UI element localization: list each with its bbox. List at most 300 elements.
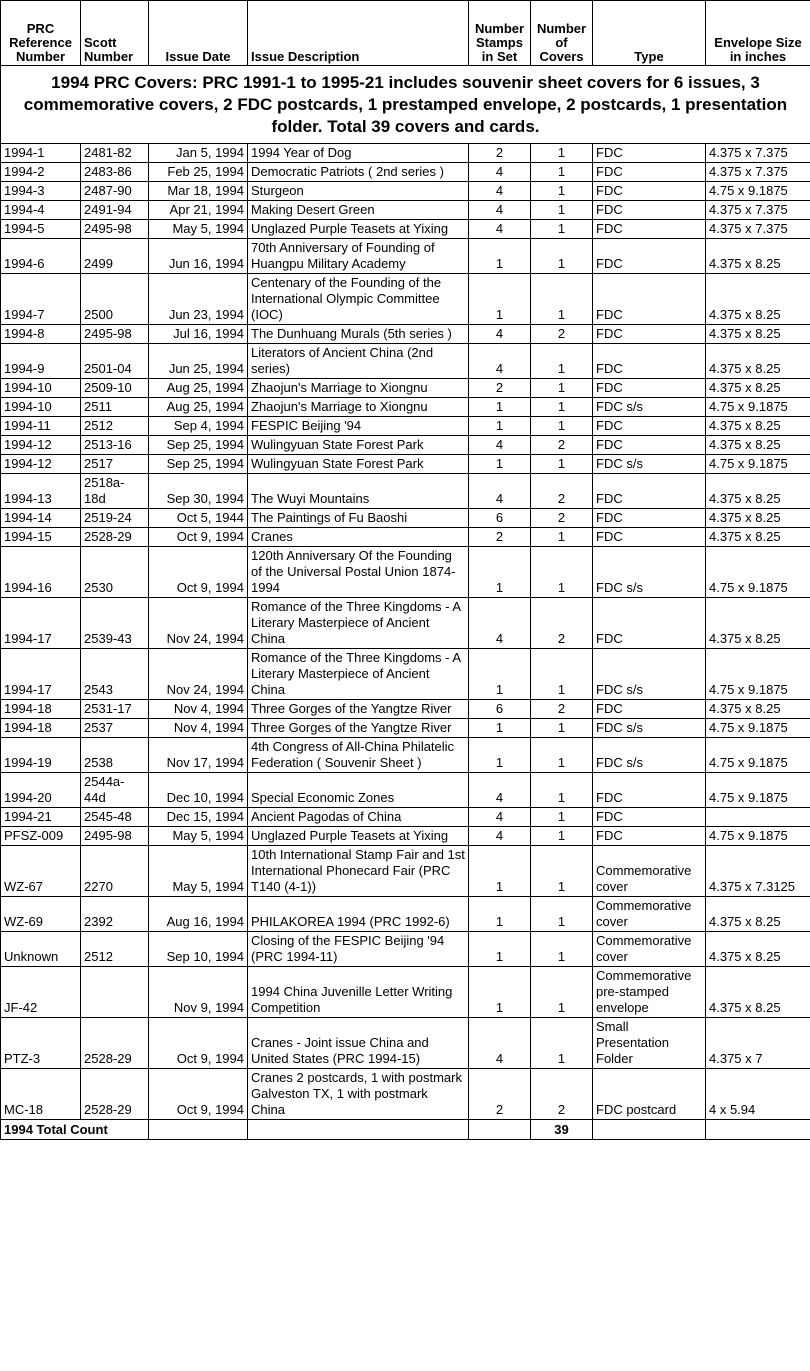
table-row bbox=[1, 827, 810, 846]
cell-size: 4.375 x 8.25 bbox=[706, 598, 810, 649]
cell-ref: WZ-69 bbox=[1, 897, 81, 932]
cell-desc: Three Gorges of the Yangtze River bbox=[248, 700, 469, 719]
cell-date: Oct 9, 1994 bbox=[149, 1018, 248, 1069]
cell-date: Dec 10, 1994 bbox=[149, 773, 248, 808]
cell-desc: 120th Anniversary Of the Founding of the Universal Postal Union 1874-1994 bbox=[248, 547, 469, 598]
cell-covers: 2 bbox=[531, 509, 593, 528]
cell-type: FDC bbox=[593, 239, 706, 274]
table-row bbox=[1, 509, 810, 528]
cell-date: Dec 15, 1994 bbox=[149, 808, 248, 827]
table-row bbox=[1, 649, 810, 700]
table-row bbox=[1, 274, 810, 325]
cell-ref: 1994-7 bbox=[1, 274, 81, 325]
cell-stamps: 4 bbox=[469, 201, 531, 220]
cell-size: 4.75 x 9.1875 bbox=[706, 455, 810, 474]
cell-ref: PFSZ-009 bbox=[1, 827, 81, 846]
cell-size: 4.375 x 8.25 bbox=[706, 239, 810, 274]
cell-covers: 1 bbox=[531, 649, 593, 700]
cell-date: Aug 25, 1994 bbox=[149, 379, 248, 398]
cell-stamps: 4 bbox=[469, 827, 531, 846]
cell-ref: 1994-15 bbox=[1, 528, 81, 547]
cell-scott: 2543 bbox=[81, 649, 149, 700]
cell-date: Nov 17, 1994 bbox=[149, 738, 248, 773]
cell-type: Commemorative cover bbox=[593, 932, 706, 967]
cell-type: FDC bbox=[593, 163, 706, 182]
cell-desc: Unglazed Purple Teasets at Yixing bbox=[248, 220, 469, 239]
cell-ref: 1994-10 bbox=[1, 379, 81, 398]
cell-size: 4.375 x 8.25 bbox=[706, 509, 810, 528]
cell-type: FDC bbox=[593, 201, 706, 220]
cell-date: Sep 4, 1994 bbox=[149, 417, 248, 436]
cell-ref: WZ-67 bbox=[1, 846, 81, 897]
cell-covers: 1 bbox=[531, 827, 593, 846]
total-empty-cell bbox=[248, 1120, 469, 1140]
cell-date: Nov 24, 1994 bbox=[149, 598, 248, 649]
cell-scott: 2481-82 bbox=[81, 144, 149, 163]
cell-size: 4.75 x 9.1875 bbox=[706, 719, 810, 738]
cell-desc: Democratic Patriots ( 2nd series ) bbox=[248, 163, 469, 182]
cell-desc: The Wuyi Mountains bbox=[248, 474, 469, 509]
header-stamps: Number Stamps in Set bbox=[469, 1, 531, 66]
cell-type: FDC bbox=[593, 827, 706, 846]
cell-stamps: 4 bbox=[469, 220, 531, 239]
cell-covers: 1 bbox=[531, 897, 593, 932]
cell-stamps: 1 bbox=[469, 932, 531, 967]
cell-type: FDC bbox=[593, 182, 706, 201]
cell-desc: Zhaojun's Marriage to Xiongnu bbox=[248, 398, 469, 417]
cell-scott: 2539-43 bbox=[81, 598, 149, 649]
cell-desc: Ancient Pagodas of China bbox=[248, 808, 469, 827]
cell-desc: Special Economic Zones bbox=[248, 773, 469, 808]
cell-desc: Cranes - Joint issue China and United States (PRC 1994-15) bbox=[248, 1018, 469, 1069]
cell-stamps: 1 bbox=[469, 649, 531, 700]
cell-desc: 10th International Stamp Fair and 1st International Phonecard Fair (PRC T140 (4-1)) bbox=[248, 846, 469, 897]
cell-covers: 1 bbox=[531, 201, 593, 220]
table-row bbox=[1, 808, 810, 827]
cell-size: 4.375 x 8.25 bbox=[706, 436, 810, 455]
cell-scott: 2487-90 bbox=[81, 182, 149, 201]
cell-covers: 1 bbox=[531, 808, 593, 827]
cell-scott: 2544a-44d bbox=[81, 773, 149, 808]
header-desc: Issue Description bbox=[248, 1, 469, 66]
cell-ref: 1994-14 bbox=[1, 509, 81, 528]
cell-ref: 1994-20 bbox=[1, 773, 81, 808]
cell-size: 4.75 x 9.1875 bbox=[706, 182, 810, 201]
cell-type: FDC s/s bbox=[593, 455, 706, 474]
cell-ref: 1994-18 bbox=[1, 700, 81, 719]
cell-date: May 5, 1994 bbox=[149, 846, 248, 897]
cell-date: Jan 5, 1994 bbox=[149, 144, 248, 163]
total-row bbox=[1, 1120, 810, 1140]
cell-desc: Closing of the FESPIC Beijing '94 (PRC 1994-11) bbox=[248, 932, 469, 967]
cell-ref: 1994-19 bbox=[1, 738, 81, 773]
cell-size: 4.75 x 9.1875 bbox=[706, 649, 810, 700]
table-row bbox=[1, 182, 810, 201]
table-row bbox=[1, 932, 810, 967]
cell-type: FDC bbox=[593, 700, 706, 719]
page-title: 1994 PRC Covers: PRC 1991-1 to 1995-21 includes souvenir sheet covers for 6 issues, 3 commemorative covers, 2 FDC postcards, 1 prestamped envelope, 2 postcards, 1 presentation folder. Total 39 covers and cards. bbox=[1, 66, 810, 144]
cell-desc: Wulingyuan State Forest Park bbox=[248, 436, 469, 455]
table-row bbox=[1, 598, 810, 649]
total-empty-cell bbox=[593, 1120, 706, 1140]
cell-stamps: 1 bbox=[469, 398, 531, 417]
cell-date: Aug 25, 1994 bbox=[149, 398, 248, 417]
header-covers: Number of Covers bbox=[531, 1, 593, 66]
cell-stamps: 4 bbox=[469, 436, 531, 455]
cell-type: FDC s/s bbox=[593, 398, 706, 417]
table-row bbox=[1, 773, 810, 808]
cell-covers: 2 bbox=[531, 1069, 593, 1120]
cell-scott: 2500 bbox=[81, 274, 149, 325]
cell-type: Commemorative cover bbox=[593, 897, 706, 932]
cell-date: Oct 5, 1944 bbox=[149, 509, 248, 528]
cell-covers: 1 bbox=[531, 379, 593, 398]
cell-desc: Making Desert Green bbox=[248, 201, 469, 220]
cell-covers: 1 bbox=[531, 932, 593, 967]
table-row bbox=[1, 738, 810, 773]
cell-ref: 1994-17 bbox=[1, 598, 81, 649]
table-row bbox=[1, 547, 810, 598]
cell-ref: 1994-18 bbox=[1, 719, 81, 738]
cell-desc: Three Gorges of the Yangtze River bbox=[248, 719, 469, 738]
table-row bbox=[1, 897, 810, 932]
cell-covers: 1 bbox=[531, 163, 593, 182]
cell-scott: 2517 bbox=[81, 455, 149, 474]
cell-size bbox=[706, 808, 810, 827]
cell-covers: 1 bbox=[531, 144, 593, 163]
covers-table-body bbox=[1, 144, 810, 1120]
cell-desc: Centenary of the Founding of the International Olympic Committee (IOC) bbox=[248, 274, 469, 325]
table-row bbox=[1, 344, 810, 379]
header-type: Type bbox=[593, 1, 706, 66]
table-row bbox=[1, 474, 810, 509]
title-row bbox=[1, 66, 810, 144]
cell-ref: 1994-11 bbox=[1, 417, 81, 436]
cell-scott: 2495-98 bbox=[81, 827, 149, 846]
cell-desc: PHILAKOREA 1994 (PRC 1992-6) bbox=[248, 897, 469, 932]
cell-stamps: 4 bbox=[469, 474, 531, 509]
cell-stamps: 1 bbox=[469, 738, 531, 773]
cell-stamps: 2 bbox=[469, 379, 531, 398]
cell-type: FDC s/s bbox=[593, 547, 706, 598]
cell-scott: 2537 bbox=[81, 719, 149, 738]
cell-stamps: 2 bbox=[469, 144, 531, 163]
table-row bbox=[1, 1069, 810, 1120]
cell-ref: 1994-21 bbox=[1, 808, 81, 827]
cell-ref: 1994-8 bbox=[1, 325, 81, 344]
cell-size: 4.75 x 9.1875 bbox=[706, 827, 810, 846]
cell-scott: 2509-10 bbox=[81, 379, 149, 398]
cell-scott: 2499 bbox=[81, 239, 149, 274]
cell-date: Oct 9, 1994 bbox=[149, 547, 248, 598]
cell-date: Nov 4, 1994 bbox=[149, 719, 248, 738]
cell-size: 4.375 x 8.25 bbox=[706, 379, 810, 398]
table-row bbox=[1, 201, 810, 220]
cell-ref: 1994-1 bbox=[1, 144, 81, 163]
cell-date: Oct 9, 1994 bbox=[149, 528, 248, 547]
cell-covers: 1 bbox=[531, 846, 593, 897]
total-empty-cell bbox=[469, 1120, 531, 1140]
table-row bbox=[1, 528, 810, 547]
table-row bbox=[1, 700, 810, 719]
cell-ref: MC-18 bbox=[1, 1069, 81, 1120]
cell-size: 4.375 x 8.25 bbox=[706, 528, 810, 547]
cell-type: FDC bbox=[593, 808, 706, 827]
cell-date: Nov 4, 1994 bbox=[149, 700, 248, 719]
cell-stamps: 1 bbox=[469, 846, 531, 897]
table-row bbox=[1, 846, 810, 897]
cell-date: Jun 23, 1994 bbox=[149, 274, 248, 325]
cell-type: FDC bbox=[593, 220, 706, 239]
cell-covers: 1 bbox=[531, 274, 593, 325]
header-ref: PRC Reference Number bbox=[1, 1, 81, 66]
table-row bbox=[1, 398, 810, 417]
cell-scott: 2501-04 bbox=[81, 344, 149, 379]
cell-type: FDC bbox=[593, 344, 706, 379]
cell-date: Sep 25, 1994 bbox=[149, 436, 248, 455]
cell-covers: 1 bbox=[531, 738, 593, 773]
cell-desc: Sturgeon bbox=[248, 182, 469, 201]
cell-size: 4 x 5.94 bbox=[706, 1069, 810, 1120]
cell-ref: 1994-13 bbox=[1, 474, 81, 509]
cell-size: 4.375 x 8.25 bbox=[706, 344, 810, 379]
cell-stamps: 1 bbox=[469, 455, 531, 474]
cell-scott: 2392 bbox=[81, 897, 149, 932]
cell-stamps: 1 bbox=[469, 897, 531, 932]
cell-desc: 1994 Year of Dog bbox=[248, 144, 469, 163]
table-row bbox=[1, 239, 810, 274]
cell-stamps: 1 bbox=[469, 719, 531, 738]
cell-date: Feb 25, 1994 bbox=[149, 163, 248, 182]
cell-stamps: 2 bbox=[469, 1069, 531, 1120]
cell-type: FDC s/s bbox=[593, 738, 706, 773]
cell-size: 4.375 x 7.375 bbox=[706, 163, 810, 182]
cell-size: 4.375 x 8.25 bbox=[706, 932, 810, 967]
cell-scott: 2483-86 bbox=[81, 163, 149, 182]
cell-date: Sep 25, 1994 bbox=[149, 455, 248, 474]
cell-covers: 1 bbox=[531, 1018, 593, 1069]
cell-type: FDC postcard bbox=[593, 1069, 706, 1120]
cell-covers: 1 bbox=[531, 182, 593, 201]
cell-date: Nov 9, 1994 bbox=[149, 967, 248, 1018]
cell-size: 4.375 x 8.25 bbox=[706, 474, 810, 509]
cell-ref: JF-42 bbox=[1, 967, 81, 1018]
cell-size: 4.375 x 8.25 bbox=[706, 700, 810, 719]
cell-date: May 5, 1994 bbox=[149, 827, 248, 846]
cell-type: FDC bbox=[593, 509, 706, 528]
cell-stamps: 4 bbox=[469, 344, 531, 379]
cell-covers: 1 bbox=[531, 719, 593, 738]
cell-desc: The Dunhuang Murals (5th series ) bbox=[248, 325, 469, 344]
cell-type: FDC bbox=[593, 144, 706, 163]
cell-desc: Romance of the Three Kingdoms - A Literary Masterpiece of Ancient China bbox=[248, 598, 469, 649]
cell-size: 4.375 x 8.25 bbox=[706, 967, 810, 1018]
cell-desc: The Paintings of Fu Baoshi bbox=[248, 509, 469, 528]
table-row bbox=[1, 417, 810, 436]
cell-date: Mar 18, 1994 bbox=[149, 182, 248, 201]
cell-type: Commemorative pre-stamped envelope bbox=[593, 967, 706, 1018]
cell-desc: 70th Anniversary of Founding of Huangpu Military Academy bbox=[248, 239, 469, 274]
cell-ref: 1994-2 bbox=[1, 163, 81, 182]
cell-size: 4.375 x 7 bbox=[706, 1018, 810, 1069]
cell-stamps: 4 bbox=[469, 163, 531, 182]
cell-covers: 1 bbox=[531, 220, 593, 239]
cell-desc: Cranes bbox=[248, 528, 469, 547]
cell-desc: Cranes 2 postcards, 1 with postmark Galveston TX, 1 with postmark China bbox=[248, 1069, 469, 1120]
table-row bbox=[1, 719, 810, 738]
cell-stamps: 1 bbox=[469, 274, 531, 325]
cell-type: FDC bbox=[593, 436, 706, 455]
cell-date: May 5, 1994 bbox=[149, 220, 248, 239]
cell-covers: 2 bbox=[531, 700, 593, 719]
cell-desc: 1994 China Juvenille Letter Writing Competition bbox=[248, 967, 469, 1018]
cell-scott: 2528-29 bbox=[81, 528, 149, 547]
cell-ref: 1994-12 bbox=[1, 455, 81, 474]
total-covers: 39 bbox=[531, 1120, 593, 1140]
table-row bbox=[1, 163, 810, 182]
cell-size: 4.75 x 9.1875 bbox=[706, 547, 810, 598]
cell-stamps: 4 bbox=[469, 598, 531, 649]
cell-scott: 2519-24 bbox=[81, 509, 149, 528]
cell-type: Small Presentation Folder bbox=[593, 1018, 706, 1069]
cell-stamps: 4 bbox=[469, 773, 531, 808]
cell-type: FDC bbox=[593, 598, 706, 649]
cell-covers: 1 bbox=[531, 967, 593, 1018]
cell-stamps: 6 bbox=[469, 700, 531, 719]
cell-date: Nov 24, 1994 bbox=[149, 649, 248, 700]
cell-scott: 2530 bbox=[81, 547, 149, 598]
cell-scott: 2495-98 bbox=[81, 220, 149, 239]
table-row bbox=[1, 379, 810, 398]
cell-type: FDC s/s bbox=[593, 719, 706, 738]
cell-type: FDC bbox=[593, 325, 706, 344]
cell-scott: 2495-98 bbox=[81, 325, 149, 344]
cell-date: Jul 16, 1994 bbox=[149, 325, 248, 344]
cell-desc: Unglazed Purple Teasets at Yixing bbox=[248, 827, 469, 846]
table-row bbox=[1, 144, 810, 163]
cell-type: FDC bbox=[593, 274, 706, 325]
cell-covers: 2 bbox=[531, 436, 593, 455]
cell-ref: PTZ-3 bbox=[1, 1018, 81, 1069]
cell-ref: 1994-6 bbox=[1, 239, 81, 274]
cell-ref: 1994-9 bbox=[1, 344, 81, 379]
cell-covers: 1 bbox=[531, 547, 593, 598]
cell-ref: 1994-3 bbox=[1, 182, 81, 201]
cell-covers: 1 bbox=[531, 239, 593, 274]
cell-stamps: 4 bbox=[469, 808, 531, 827]
cell-date: Jun 25, 1994 bbox=[149, 344, 248, 379]
cell-ref: 1994-5 bbox=[1, 220, 81, 239]
total-label: 1994 Total Count bbox=[1, 1120, 149, 1140]
cell-ref: 1994-10 bbox=[1, 398, 81, 417]
cell-size: 4.375 x 8.25 bbox=[706, 274, 810, 325]
cell-size: 4.375 x 8.25 bbox=[706, 325, 810, 344]
cell-size: 4.375 x 8.25 bbox=[706, 897, 810, 932]
cell-date: Sep 10, 1994 bbox=[149, 932, 248, 967]
total-empty-cell bbox=[706, 1120, 810, 1140]
cell-desc: Wulingyuan State Forest Park bbox=[248, 455, 469, 474]
cell-covers: 1 bbox=[531, 455, 593, 474]
cell-stamps: 2 bbox=[469, 528, 531, 547]
cell-covers: 2 bbox=[531, 325, 593, 344]
cell-ref: Unknown bbox=[1, 932, 81, 967]
cell-size: 4.375 x 7.375 bbox=[706, 220, 810, 239]
header-scott: Scott Number bbox=[81, 1, 149, 66]
header-size: Envelope Size in inches bbox=[706, 1, 810, 66]
cell-stamps: 4 bbox=[469, 1018, 531, 1069]
table-row bbox=[1, 967, 810, 1018]
cell-stamps: 1 bbox=[469, 239, 531, 274]
cell-ref: 1994-16 bbox=[1, 547, 81, 598]
cell-type: FDC bbox=[593, 528, 706, 547]
cell-size: 4.375 x 7.3125 bbox=[706, 846, 810, 897]
cell-size: 4.375 x 7.375 bbox=[706, 201, 810, 220]
cell-scott: 2491-94 bbox=[81, 201, 149, 220]
cell-ref: 1994-4 bbox=[1, 201, 81, 220]
cell-stamps: 4 bbox=[469, 325, 531, 344]
cell-desc: 4th Congress of All-China Philatelic Federation ( Souvenir Sheet ) bbox=[248, 738, 469, 773]
header-row bbox=[1, 1, 810, 66]
cell-type: Commemorative cover bbox=[593, 846, 706, 897]
cell-date: Apr 21, 1994 bbox=[149, 201, 248, 220]
cell-covers: 2 bbox=[531, 474, 593, 509]
cell-type: FDC bbox=[593, 417, 706, 436]
table-row bbox=[1, 325, 810, 344]
cell-size: 4.375 x 7.375 bbox=[706, 144, 810, 163]
cell-scott: 2531-17 bbox=[81, 700, 149, 719]
cell-covers: 1 bbox=[531, 528, 593, 547]
cell-date: Jun 16, 1994 bbox=[149, 239, 248, 274]
cell-covers: 1 bbox=[531, 773, 593, 808]
cell-type: FDC bbox=[593, 474, 706, 509]
cell-scott: 2528-29 bbox=[81, 1069, 149, 1120]
cell-scott: 2513-16 bbox=[81, 436, 149, 455]
cell-scott: 2512 bbox=[81, 932, 149, 967]
cell-scott: 2538 bbox=[81, 738, 149, 773]
cell-stamps: 1 bbox=[469, 547, 531, 598]
cell-stamps: 1 bbox=[469, 967, 531, 1018]
cell-stamps: 6 bbox=[469, 509, 531, 528]
cell-scott: 2512 bbox=[81, 417, 149, 436]
total-empty-cell bbox=[149, 1120, 248, 1140]
cell-size: 4.75 x 9.1875 bbox=[706, 773, 810, 808]
cell-type: FDC bbox=[593, 773, 706, 808]
cell-scott bbox=[81, 967, 149, 1018]
cell-covers: 1 bbox=[531, 417, 593, 436]
cell-scott: 2270 bbox=[81, 846, 149, 897]
cell-covers: 2 bbox=[531, 598, 593, 649]
cell-date: Aug 16, 1994 bbox=[149, 897, 248, 932]
cell-ref: 1994-12 bbox=[1, 436, 81, 455]
cell-date: Sep 30, 1994 bbox=[149, 474, 248, 509]
cell-desc: Romance of the Three Kingdoms - A Literary Masterpiece of Ancient China bbox=[248, 649, 469, 700]
header-date: Issue Date bbox=[149, 1, 248, 66]
table-row bbox=[1, 436, 810, 455]
cell-stamps: 4 bbox=[469, 182, 531, 201]
cell-type: FDC s/s bbox=[593, 649, 706, 700]
table-row bbox=[1, 220, 810, 239]
cell-size: 4.75 x 9.1875 bbox=[706, 738, 810, 773]
table-row bbox=[1, 455, 810, 474]
cell-scott: 2518a-18d bbox=[81, 474, 149, 509]
cell-covers: 1 bbox=[531, 398, 593, 417]
table-row bbox=[1, 1018, 810, 1069]
cell-size: 4.75 x 9.1875 bbox=[706, 398, 810, 417]
cell-desc: FESPIC Beijing '94 bbox=[248, 417, 469, 436]
cell-type: FDC bbox=[593, 379, 706, 398]
cell-covers: 1 bbox=[531, 344, 593, 379]
cell-scott: 2528-29 bbox=[81, 1018, 149, 1069]
